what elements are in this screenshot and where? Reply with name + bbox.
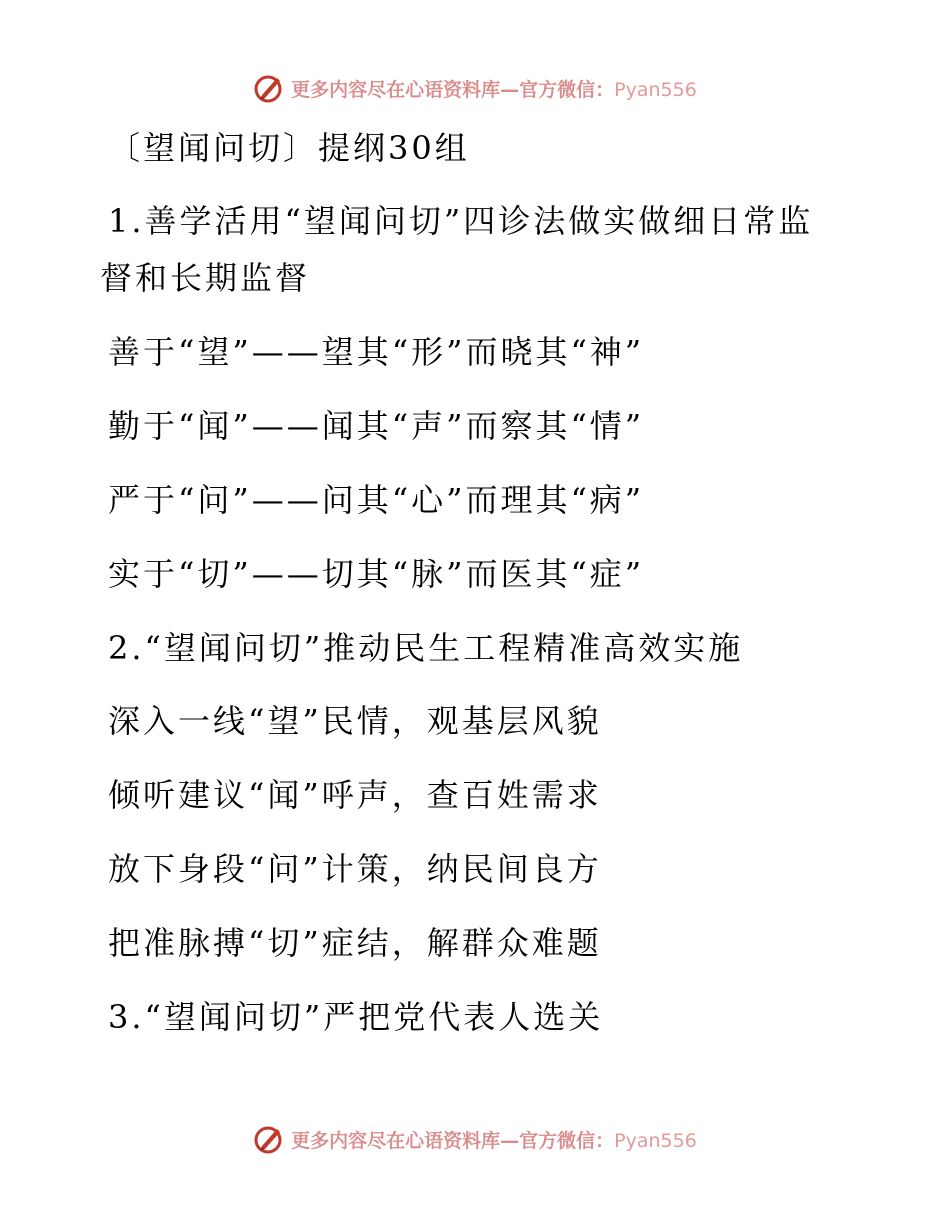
text-line: 放下身段“问”计策，纳民间良方	[108, 850, 602, 888]
text-line: 把准脉搏“切”症结，解群众难题	[108, 924, 602, 962]
text-line: 实于“切”——切其“脉”而医其“症”	[108, 555, 645, 593]
footer-watermark	[0, 1122, 950, 1156]
text-line: 深入一线“望”民情，观基层风貌	[108, 702, 602, 740]
text-line: 善于“望”——望其“形”而晓其“神”	[108, 333, 645, 371]
pen-logo-icon	[253, 72, 285, 104]
text-line: 倾听建议“闻”呼声，查百姓需求	[108, 776, 602, 814]
watermark-text: 更多内容尽在心语资料库—官方微信：Pyan556	[291, 78, 697, 101]
document-title: 〔望闻问切〕提纲30组	[108, 129, 470, 167]
pen-logo-icon	[253, 1123, 285, 1155]
header-watermark	[0, 71, 950, 105]
text-line: 督和长期监督	[100, 259, 311, 297]
watermark-text: 更多内容尽在心语资料库—官方微信：Pyan556	[291, 1129, 697, 1152]
text-line: 1.善学活用“望闻问切”四诊法做实做细日常监	[108, 202, 814, 240]
text-line: 2.“望闻问切”推动民生工程精准高效实施	[108, 629, 744, 667]
text-line: 3.“望闻问切”严把党代表人选关	[108, 998, 604, 1036]
text-line: 勤于“闻”——闻其“声”而察其“情”	[108, 407, 645, 445]
text-line: 严于“问”——问其“心”而理其“病”	[108, 481, 645, 519]
